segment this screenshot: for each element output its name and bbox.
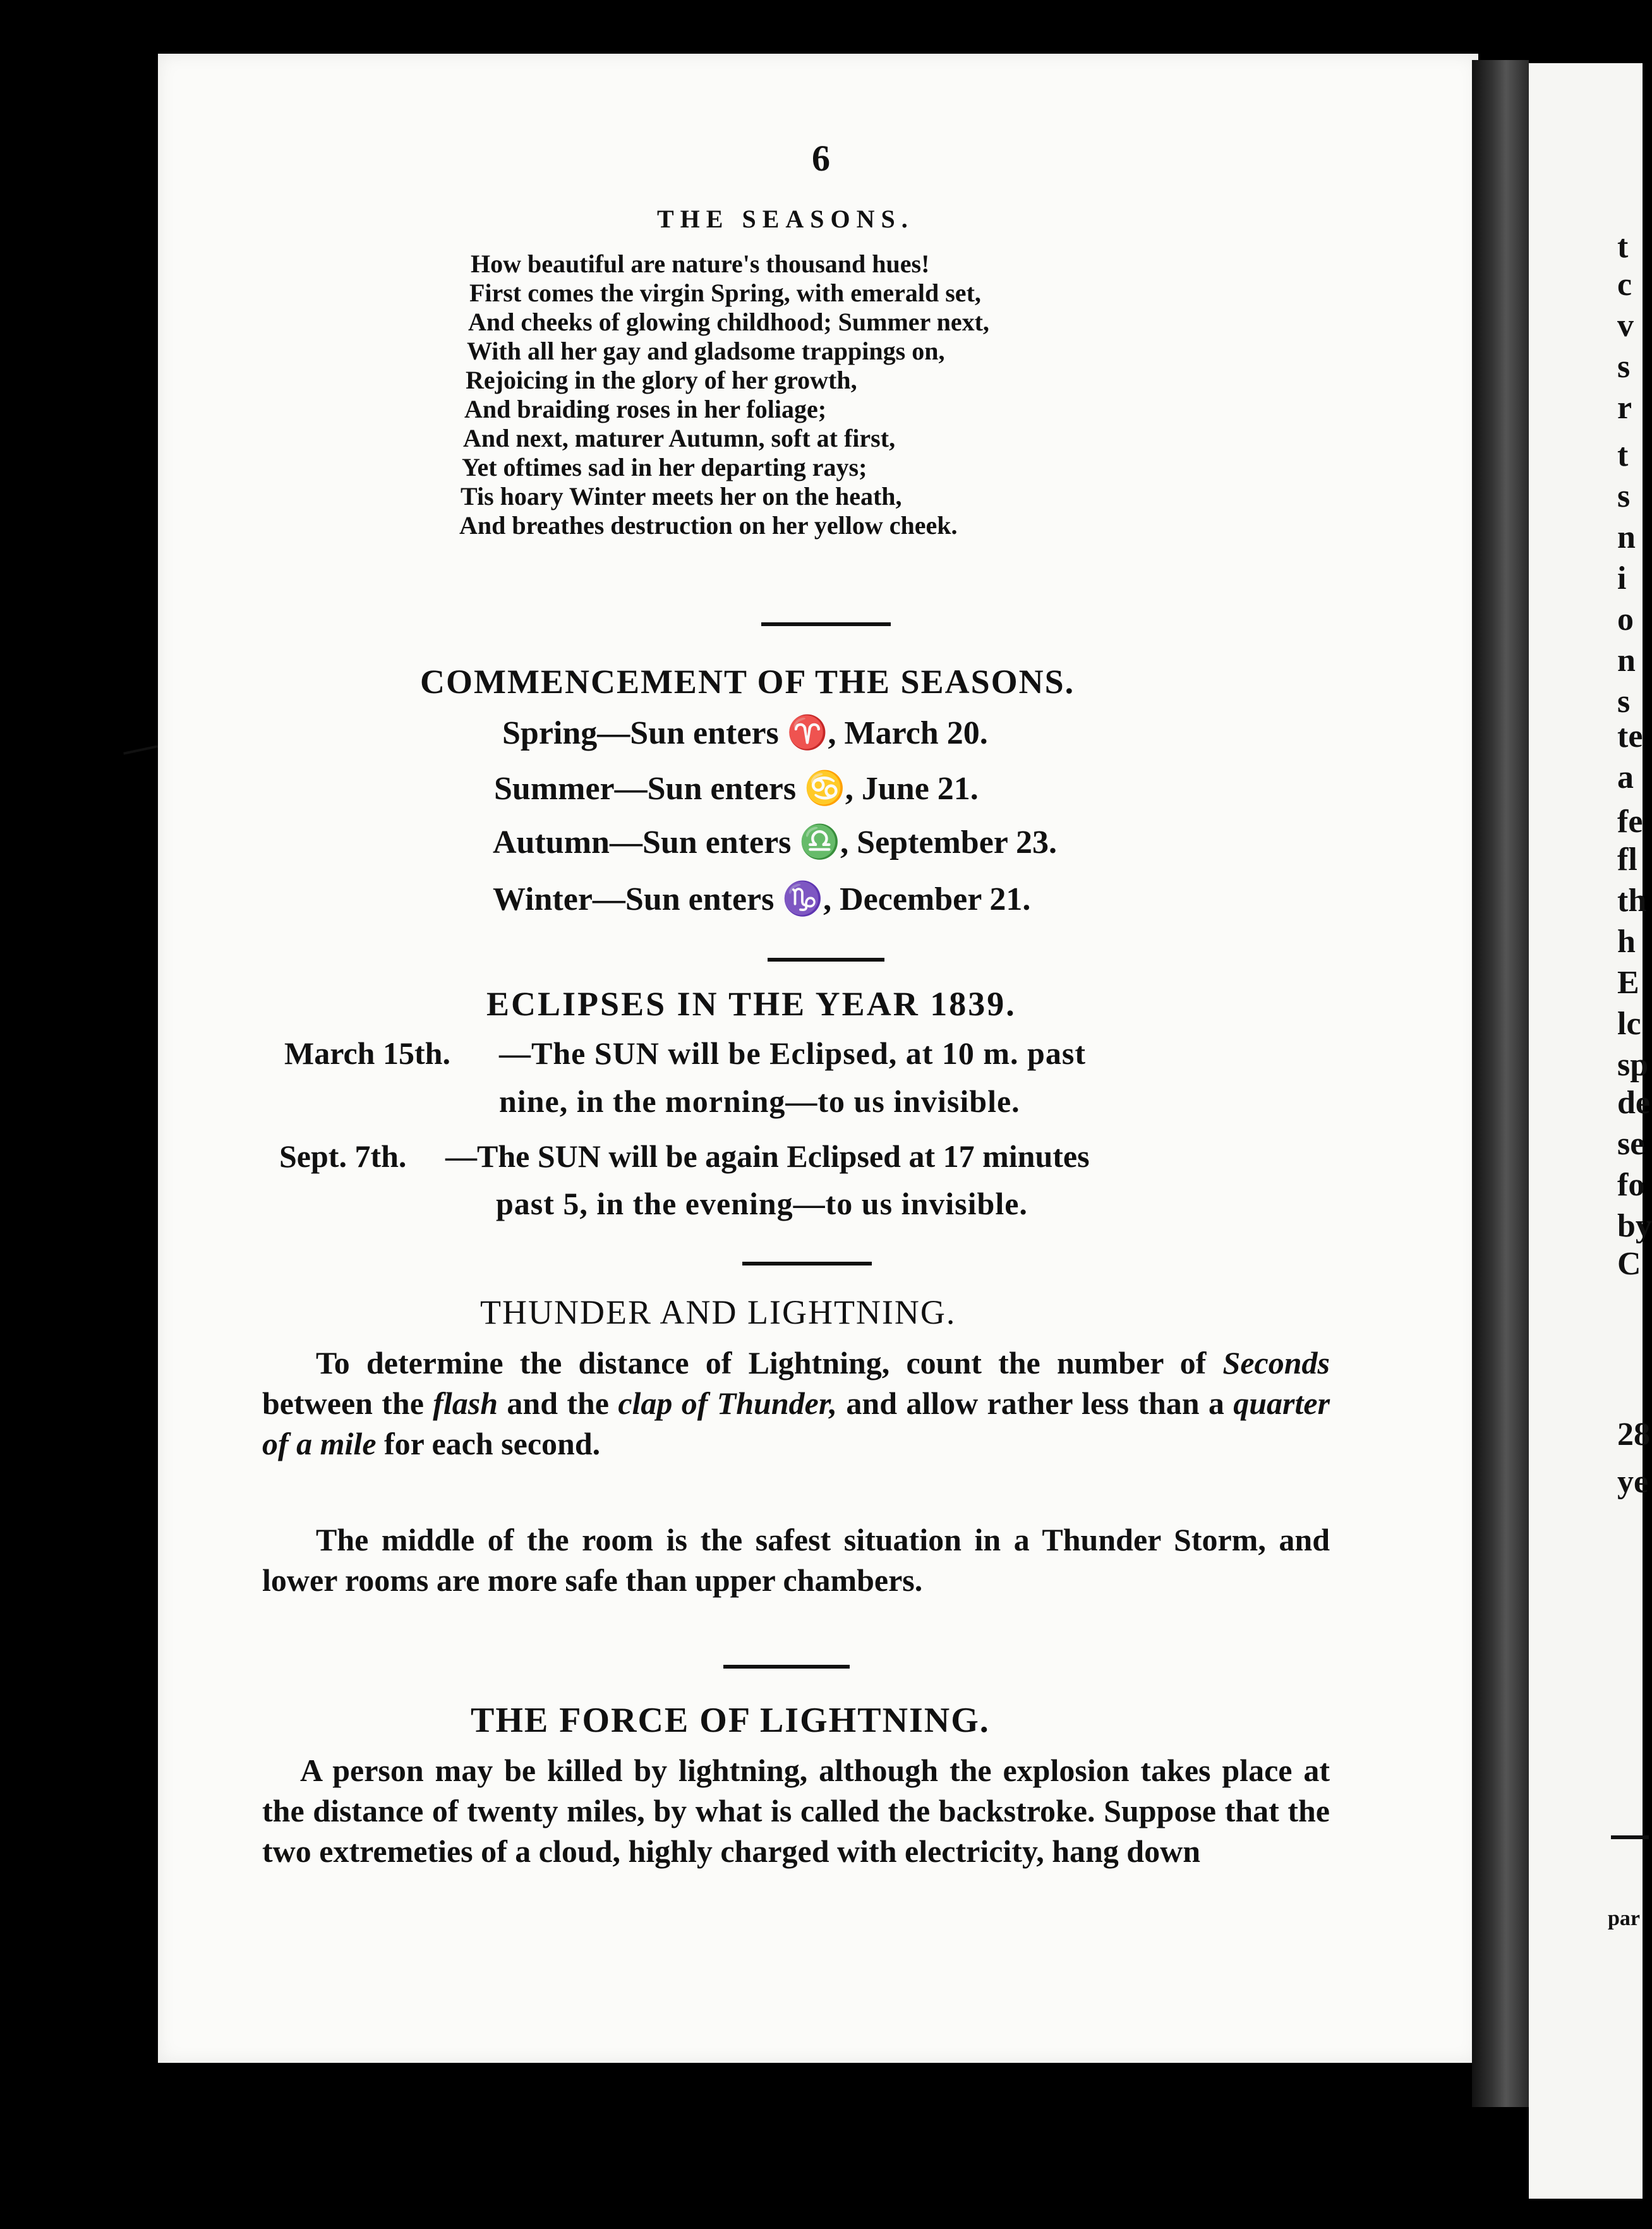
- book-gutter: [1472, 60, 1529, 2107]
- eclipse-date: March 15th.: [284, 1036, 450, 1071]
- facing-page-fragment: s: [1617, 684, 1631, 720]
- facing-page-fragment: c: [1617, 267, 1632, 303]
- facing-page-fragment: o: [1617, 601, 1634, 637]
- facing-page-fragment: de: [1617, 1085, 1650, 1121]
- poem-line: And braiding roses in her foliage;: [464, 395, 827, 423]
- poem-line: Yet oftimes sad in her departing rays;: [462, 453, 867, 481]
- eclipse-text: nine, in the morning—to us invisible.: [499, 1084, 1020, 1119]
- facing-page-fragment: par: [1608, 1907, 1640, 1930]
- thunder-title: THUNDER AND LIGHTNING.: [480, 1293, 956, 1331]
- section-rule: [768, 958, 884, 962]
- eclipse-date: Sept. 7th.: [279, 1139, 407, 1174]
- facing-page-fragment: fo: [1617, 1167, 1645, 1203]
- facing-page-fragment: by: [1617, 1208, 1652, 1244]
- facing-page-fragment: t: [1617, 229, 1629, 265]
- commencement-title: COMMENCEMENT OF THE SEASONS.: [420, 663, 1075, 701]
- poem-line: How beautiful are nature's thousand hues!: [471, 250, 930, 278]
- poem-line: Tis hoary Winter meets her on the heath,: [461, 482, 902, 510]
- facing-page-fragment: t: [1617, 437, 1629, 473]
- margin-mark: [123, 745, 158, 754]
- season-winter: Winter—Sun enters ♑, December 21.: [493, 881, 1031, 917]
- force-paragraph: A person may be killed by lightning, although the explosion takes place at the distance of twenty miles, by what is called the backstroke. Suppose that the two extremeties of a cloud, highly charged with electricity, hang down: [262, 1753, 1330, 1869]
- thunder-paragraph-2: The middle of the room is the safest situation in a Thunder Storm, and lower rooms are more safe than upper chambers.: [262, 1522, 1330, 1598]
- thunder-paragraph-1: [262, 1343, 1330, 1464]
- text-run: between the: [262, 1386, 424, 1421]
- facing-page-fragment: h: [1617, 924, 1636, 960]
- text-run: quarter of a mile: [262, 1386, 1330, 1461]
- facing-page-fragment: sp: [1617, 1047, 1649, 1083]
- section-rule: [742, 1262, 872, 1266]
- poem-line: With all her gay and gladsome trappings on,: [467, 337, 945, 365]
- facing-page-fragment: lc: [1617, 1006, 1641, 1042]
- facing-page-fragment: se: [1617, 1126, 1645, 1162]
- text-run: Seconds: [1222, 1345, 1330, 1380]
- facing-page-fragment: te: [1617, 718, 1643, 754]
- eclipse-text: —The SUN will be Eclipsed, at 10 m. past: [499, 1036, 1086, 1071]
- season-spring: Spring—Sun enters ♈, March 20.: [502, 715, 988, 751]
- eclipses-title: ECLIPSES IN THE YEAR 1839.: [486, 985, 1016, 1023]
- text-run: for each second.: [384, 1426, 601, 1461]
- poem-title: THE SEASONS.: [657, 205, 914, 233]
- facing-page-fragment: 28: [1617, 1417, 1650, 1453]
- eclipse-text: past 5, in the evening—to us invisible.: [496, 1186, 1028, 1221]
- text-run: flash: [433, 1386, 498, 1421]
- text-run: clap of Thunder,: [618, 1386, 838, 1421]
- section-rule: [723, 1665, 850, 1669]
- section-rule: [761, 622, 891, 626]
- facing-page-fragment: n: [1617, 519, 1636, 555]
- facing-page-fragment: C: [1617, 1246, 1641, 1282]
- force-title: THE FORCE OF LIGHTNING.: [471, 1701, 990, 1740]
- poem-line: First comes the virgin Spring, with emerald set,: [469, 279, 981, 307]
- facing-page-fragment: n: [1617, 643, 1636, 679]
- poem-line: And next, maturer Autumn, soft at first,: [463, 424, 896, 452]
- poem-line: And breathes destruction on her yellow cheek.: [459, 511, 958, 540]
- facing-page-fragment: E: [1617, 965, 1639, 1001]
- facing-page-rule: [1611, 1835, 1649, 1839]
- text-run: and allow rather less than a: [846, 1386, 1224, 1421]
- eclipse-text: —The SUN will be again Eclipsed at 17 minutes: [445, 1139, 1090, 1174]
- season-autumn: Autumn—Sun enters ♎, September 23.: [493, 825, 1057, 861]
- facing-page-fragment: th: [1617, 883, 1647, 919]
- facing-page-fragment: fl: [1617, 842, 1637, 878]
- text-run: and the: [507, 1386, 609, 1421]
- poem-body: [459, 250, 1222, 540]
- facing-page-fragment: ye: [1617, 1464, 1649, 1500]
- facing-page-fragment: s: [1617, 349, 1631, 385]
- text-run: To determine the distance of Lightning, count the number of: [316, 1345, 1207, 1380]
- poem-line: And cheeks of glowing childhood; Summer next,: [468, 308, 989, 336]
- facing-page-fragment: i: [1617, 560, 1627, 596]
- facing-page-fragment: v: [1617, 308, 1634, 344]
- season-summer: Summer—Sun enters ♋, June 21.: [494, 771, 979, 807]
- facing-page-fragment: s: [1617, 478, 1631, 514]
- facing-page-fragment: fe: [1617, 804, 1643, 840]
- facing-page-fragment: a: [1617, 759, 1634, 795]
- facing-page-fragment: r: [1617, 390, 1632, 426]
- page-number: 6: [812, 138, 830, 179]
- poem-line: Rejoicing in the glory of her growth,: [466, 366, 857, 394]
